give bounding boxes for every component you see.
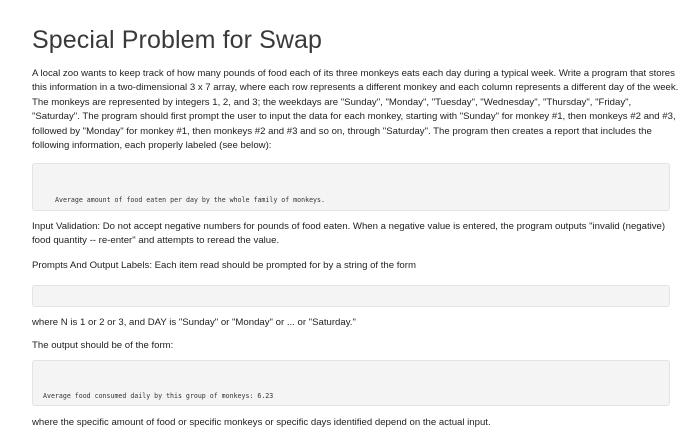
where-text: where N is 1 or 2 or 3, and DAY is "Sunday" or "Monday" or ... or "Saturday." [32, 317, 356, 328]
input-validation-text: Input Validation: Do not accept negative numbers for pounds of food eaten. When a negative value is entered, the program outputs "invalid (negative) food quantity -- re-enter" and attempts to reread the value. [32, 221, 666, 247]
code-line: Average food consumed daily by this group of monkeys: 6.23 [43, 392, 274, 400]
output-format-code-block [32, 360, 670, 406]
problem-description: A local zoo wants to keep track of how many pounds of food each of its three monkeys eats each day during a typical week. Write a program that stores this information in a two-dimensional 3 x 7 array, where each row represents a different monkey and each column represents a different day of the week. The monkeys are represented by integers 1, 2, and 3; the weekdays are "Sunday", "Monday", "Tuesday", "Wednesday", "Thursday", "Friday", "Saturday". The program should first prompt the user to input the data for each monkey, starting with "Sunday" for monkey #1, then monkeys #2 and #3, followed by "Monday" for monkey #1, then monkeys #2 and #3 and so on, through "Saturday". The program then creates a report that includes the following information, each properly labeled (see below): [32, 68, 679, 152]
prompt-format-code-block [32, 285, 670, 307]
report-requirements-code-block [32, 163, 670, 211]
code-line: Average amount of food eaten per day by the whole family of monkeys. [55, 196, 325, 204]
page-title: Special Problem for Swap [32, 26, 323, 54]
output-label-text: The output should be of the form: [32, 340, 174, 351]
final-note-text: where the specific amount of food or specific monkeys or specific days identified depend on the actual input. [32, 417, 491, 428]
prompts-label-text: Prompts And Output Labels: Each item read should be prompted for by a string of the form [32, 260, 416, 271]
